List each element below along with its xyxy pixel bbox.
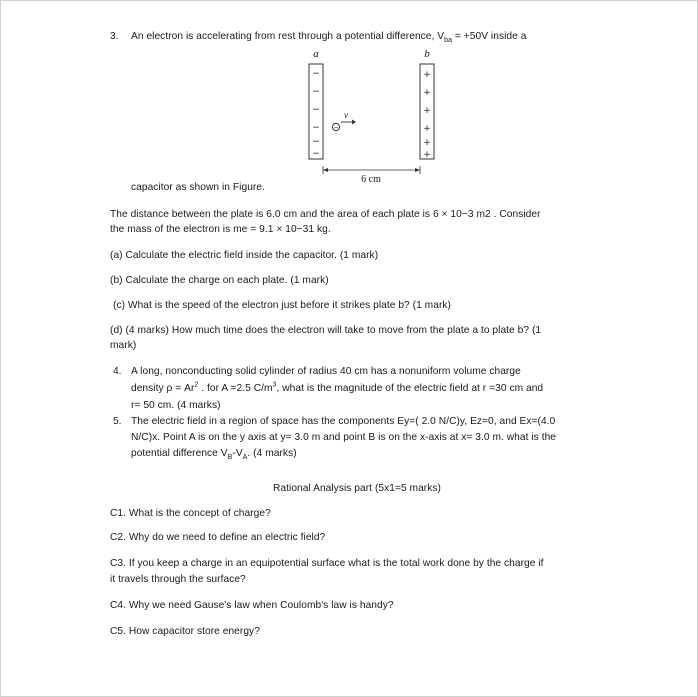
rational-c3-1: C3. If you keep a charge in an equipotential surface what is the total work done by the charge if [110, 558, 544, 569]
rational-c1: C1. What is the concept of charge? [110, 508, 271, 519]
question-3-part-d-2: mark) [110, 340, 137, 351]
plate-a-sign: − [312, 69, 320, 79]
question-3-number: 3. [110, 31, 119, 42]
plate-b-label: b [424, 48, 430, 60]
question-5-line-2: N/C)x. Point A is on the y axis at y= 3.0 m and point B is on the x-axis at x= 3.0 m. what is the [131, 432, 557, 443]
plate-b-sign: + [423, 138, 431, 148]
plate-a-sign: − [312, 87, 320, 97]
rational-heading: Rational Analysis part (5x1=5 marks) [273, 483, 441, 494]
question-3-intro-end: capacitor as shown in Figure. [131, 182, 265, 193]
question-3-given-1: The distance between the plate is 6.0 cm and the area of each plate is 6 × 10−3 m2 . Consider [110, 209, 541, 220]
plate-a-sign: − [312, 137, 320, 147]
question-3-part-a: (a) Calculate the electric field inside the capacitor. (1 mark) [110, 250, 379, 261]
rational-c2: C2. Why do we need to define an electric field? [110, 532, 326, 543]
velocity-label: v [344, 110, 348, 120]
rational-c5: C5. How capacitor store energy? [110, 626, 260, 637]
plate-a-sign: − [312, 123, 320, 133]
question-5-line-3: potential difference $V_B-V_A$. (4 marks) [131, 448, 297, 462]
question-4-number: 4. [113, 366, 122, 377]
plate-b-sign: + [423, 124, 431, 134]
plate-b-sign: + [423, 150, 431, 160]
rational-c3-2: it travels through the surface? [110, 574, 246, 585]
question-3-part-b: (b) Calculate the charge on each plate. (1 mark) [110, 275, 329, 286]
distance-label: 6 cm [361, 174, 381, 185]
question-4-line-1: A long, nonconducting solid cylinder of radius 40 cm has a nonuniform volume charge [131, 366, 521, 377]
electron-sign: − [333, 124, 339, 132]
capacitor-figure [300, 46, 450, 191]
plate-a-label: a [313, 48, 319, 60]
plate-b-sign: + [423, 88, 431, 98]
question-5-number: 5. [113, 416, 122, 427]
question-3-part-d-1: (d) (4 marks) How much time does the electron will take to move from the plate a to plate b? (1 [110, 325, 542, 336]
rational-c4: C4. Why we need Gause's law when Coulomb's law is handy? [110, 600, 394, 611]
plate-a-sign: − [312, 149, 320, 159]
question-5-line-1: The electric field in a region of space has the components Ey=( 2.0 N/C)y, Ez=0, and Ex=(4.0 [131, 416, 556, 427]
question-3-given-2: the mass of the electron is me = 9.1 × 10−31 kg. [110, 224, 331, 235]
question-4-line-2: density $\rho = Ar^2$ . for A =2.5 $C/m^3$, what is the magnitude of the electric field at r =30 cm and [131, 381, 544, 394]
question-3-part-c: (c) What is the speed of the electron just before it strikes plate b? (1 mark) [113, 300, 451, 311]
plate-b-sign: + [423, 70, 431, 80]
velocity-arrowhead [352, 120, 356, 125]
question-4-line-3: r= 50 cm. (4 marks) [131, 400, 221, 411]
plate-a-sign: − [312, 105, 320, 115]
question-3-intro: An electron is accelerating from rest through a potential difference, $V_{ba} = +50V$ inside a [131, 31, 527, 45]
plate-b-sign: + [423, 106, 431, 116]
